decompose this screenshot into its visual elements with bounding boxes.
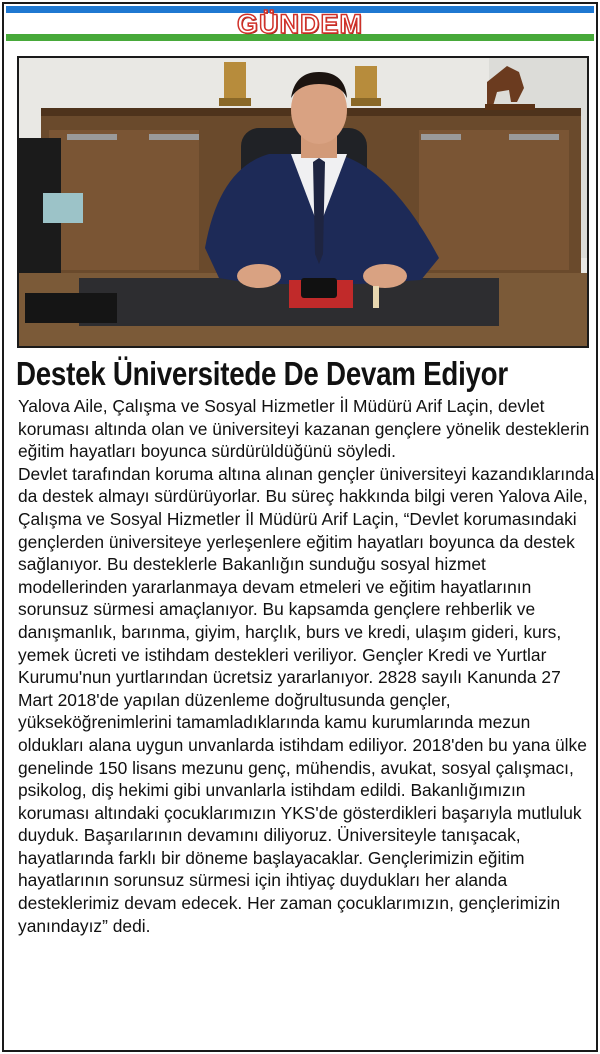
section-title: GÜNDEM <box>237 9 363 39</box>
news-clipping <box>2 2 598 1052</box>
official-at-desk-photo <box>19 58 587 346</box>
article-headline: Destek Üniversitede De Devam Ediyor <box>16 355 508 392</box>
article-body <box>18 395 596 937</box>
article-lead-paragraph: Yalova Aile, Çalışma ve Sosyal Hizmetler İl Müdürü Arif Laçin, devlet koruması altında olan ve üniversiteyi kazanan gençlere yönelik desteklerin eğitim hayatları boyunca sürdürüldüğünü söyledi. <box>18 396 590 462</box>
article-paragraph: Devlet tarafından koruma altına alınan gençler üniversiteyi kazandıklarında da destek almayı sürdürüyorlar. Bu süreç hakkında bilgi veren Yalova Aile, Çalışma ve Sosyal Hizmetler İl Müdürü Arif Laçin, “Devlet korumasındaki gençlerden üniversiteye yerleşenlere eğitim hayatları boyunca da destek sağlanıyor. Bu desteklerle Bakanlığın sunduğu sosyal hizmet modellerinden yararlanmaya devam etmeleri ve eğitim hayatlarının sorunsuz sürmesi amaçlanıyor. Bu kapsamda gençlere rehberlik ve danışmanlık, barınma, giyim, harçlık, burs ve kredi, ulaşım gideri, kurs, yemek ücreti ve istihdam destekleri veriliyor. Gençler Kredi ve Yurtlar Kurumu'nun yurtlarından ücretsiz yararlanıyor. 2828 sayılı Kanunda 27 Mart 2018'de yapılan düzenleme doğrultusunda gençler, yükseköğrenimlerini tamamladıklarında kamu kurumlarında mezun oldukları alana uygun unvanlarda istihdam ediliyor. 2018'den bu yana ülke genelinde 150 lisans mezunu genç, mühendis, avukat, sosyal çalışmacı, psikolog, diş hekimi gibi unvanlarla istihdam edildi. Bakanlığımızın koruması altındaki çocuklarımızın YKS'de gösterdikleri başarıyla mutluluk duyduk. Başarılarının devamını diliyoruz. Üniversiteyle tanışacak, hayatlarında farklı bir döneme başlayacaklar. Gençlerimizin eğitim hayatlarının sorunsuz sürmesi için ihtiyaç duydukları her alanda desteklerimiz devam edecek. Her zaman çocuklarımızın, gençlerimizin yanındayız” dedi. <box>18 463 595 936</box>
article-photo <box>17 56 589 348</box>
